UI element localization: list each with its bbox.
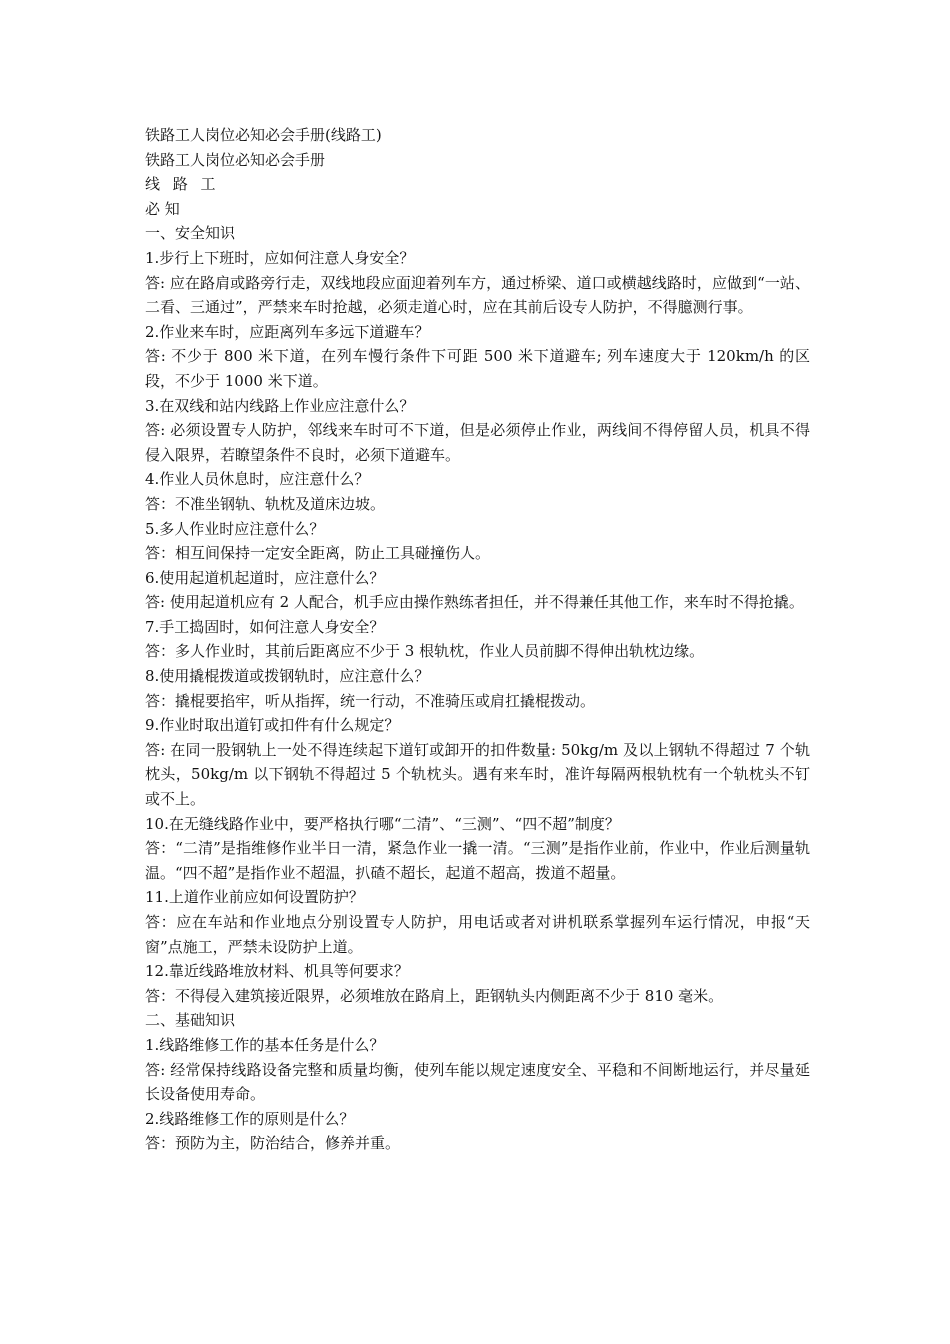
answer: 答：应在车站和作业地点分别设置专人防护，用电话或者对讲机联系掌握列车运行情况，申报“天窗”点施工，严禁未设防护上道。 [145, 913, 810, 956]
question: 2.作业来车时，应距离列车多远下道避车？ [145, 322, 430, 341]
answer: 答：撬棍要掐牢，听从指挥，统一行动，不准骑压或肩扛撬棍拨动。 [145, 691, 596, 710]
question: 11.上道作业前应如何设置防护？ [145, 888, 364, 907]
question: 7.手工捣固时，如何注意人身安全？ [145, 617, 385, 636]
document-title: 铁路工人岗位必知必会手册(线路工) [145, 126, 382, 144]
job-title: 线 路 工 [145, 175, 220, 194]
answer: 答：多人作业时，其前后距离应不少于 3 根轨枕，作业人员前脚不得伸出轨枕边缘。 [145, 642, 705, 661]
question: 8.使用撬棍拨道或拨钢轨时，应注意什么？ [145, 667, 430, 686]
document-body [145, 123, 810, 1156]
answer: 答: 必须设置专人防护，邻线来车时可不下道，但是必须停止作业，两线间不得停留人员，机具不得侵入限界，若瞭望条件不良时，必须下道避车。 [145, 421, 810, 464]
part-heading: 必 知 [145, 199, 180, 218]
section-heading-safety: 一、安全知识 [145, 224, 236, 243]
answer: 答: 不少于 800 米下道，在列车慢行条件下可距 500 米下道避车; 列车速度大于 120km/h 的区段，不少于 1000 米下道。 [145, 347, 810, 390]
answer: 答: 经常保持线路设备完整和质量均衡，使列车能以规定速度安全、平稳和不间断地运行，并尽量延长设备使用寿命。 [145, 1060, 810, 1104]
question: 6.使用起道机起道时，应注意什么？ [145, 568, 385, 587]
question: 4.作业人员休息时，应注意什么？ [145, 470, 370, 489]
answer: 答：“二清”是指维修作业半日一清，紧急作业一撬一清。“三测”是指作业前，作业中，作业后测量轨温。“四不超”是指作业不超温，扒碴不超长，起道不超高，拨道不超量。 [145, 839, 810, 882]
document-subtitle: 铁路工人岗位必知必会手册 [145, 150, 326, 169]
question: 5.多人作业时应注意什么？ [145, 519, 325, 538]
answer: 答：预防为主，防治结合，修养并重。 [145, 1134, 401, 1153]
answer: 答: 应在路肩或路旁行走，双线地段应面迎着列车方，通过桥梁、道口或横越线路时，应做到“一站、二看、三通过”，严禁来车时抢越，必须走道心时，应在其前后设专人防护，不得臆测行事。 [145, 273, 810, 317]
section-heading-basics: 二、基础知识 [145, 1011, 236, 1030]
question: 1.线路维修工作的基本任务是什么？ [145, 1035, 385, 1054]
question: 9.作业时取出道钉或扣件有什么规定？ [145, 716, 400, 735]
answer: 答：不得侵入建筑接近限界，必须堆放在路肩上，距钢轨头内侧距离不少于 810 毫米。 [145, 986, 724, 1005]
question: 1.步行上下班时，应如何注意人身安全？ [145, 248, 415, 267]
answer: 答: 在同一股钢轨上一处不得连续起下道钉或卸开的扣件数量: 50kg/m 及以上钢轨不得超过 7 个轨枕头，50kg/m 以下钢轨不得超过 5 个轨枕头。遇有来车时，准许每隔两根轨枕有一个轨枕头不钉或不上。 [145, 740, 810, 809]
question: 10.在无缝线路作业中，要严格执行哪“二清”、“三测”、“四不超”制度？ [145, 814, 620, 833]
question: 2.线路维修工作的原则是什么？ [145, 1109, 355, 1128]
question: 3.在双线和站内线路上作业应注意什么？ [145, 396, 415, 415]
answer: 答: 使用起道机应有 2 人配合，机手应由操作熟练者担任，并不得兼任其他工作，来车时不得抢撬。 [145, 593, 804, 612]
answer: 答：不准坐钢轨、轨枕及道床边坡。 [145, 494, 386, 513]
answer: 答：相互间保持一定安全距离，防止工具碰撞伤人。 [145, 544, 491, 563]
question: 12.靠近线路堆放材料、机具等何要求？ [145, 962, 409, 981]
